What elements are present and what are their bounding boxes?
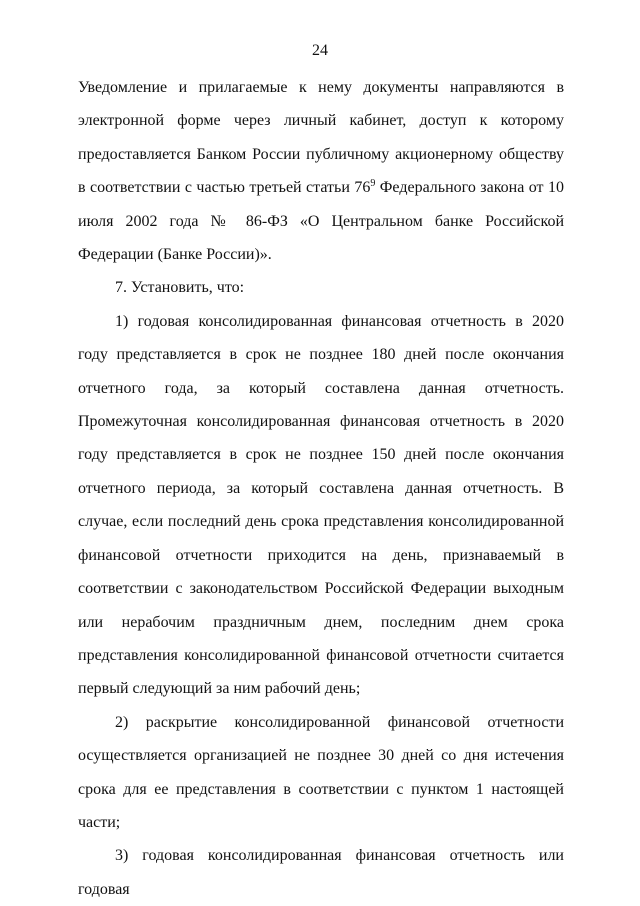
page-number: 24 — [312, 42, 328, 59]
paragraph-subitem-3: 3) годовая консолидированная финансовая отчетность или годовая — [78, 847, 564, 898]
article-superscript: 9 — [370, 178, 376, 190]
document-body — [78, 71, 564, 906]
paragraph-item-7: 7. Установить, что: — [115, 279, 245, 297]
paragraph-subitem-1: 1) годовая консолидированная финансовая отчетность в 2020 году представляется в срок не позднее 180 дней после окончания отчетного года, за который составлена данная отчетность. Промежуточная консолидированная финансовая отчетность в 2020 году представляется в срок не позднее 150 дней после окончания отчетного периода, за который составлена данная отчетность. В случае, если последний день срока представления консолидированной финансовой отчетности приходится на день, признаваемый в соответствии с законодательством Российской Федерации выходным или нерабочим праздничным днем, последним днем срока представления консолидированной финансовой отчетности считается первый следующий за ним рабочий день; — [78, 312, 564, 698]
paragraph-subitem-2: 2) раскрытие консолидированной финансовой отчетности осуществляется организацией не позднее 30 дней со дня истечения срока для ее представления в соответствии с пунктом 1 настоящей части; — [78, 713, 564, 831]
paragraph-notification-text: Уведомление и прилагаемые к нему документы направляются в электронной форме через личный кабинет, доступ к которому предоставляется Банком России публичному акционерному обществу в соответствии с частью третьей статьи 76 — [78, 79, 564, 197]
paragraph-notification-end: Федерального закона от 10 июля 2002 года № 86-ФЗ «О Центральном банке Российской Федерации (Банке России)». — [78, 179, 565, 264]
paragraph-notification — [78, 71, 564, 271]
